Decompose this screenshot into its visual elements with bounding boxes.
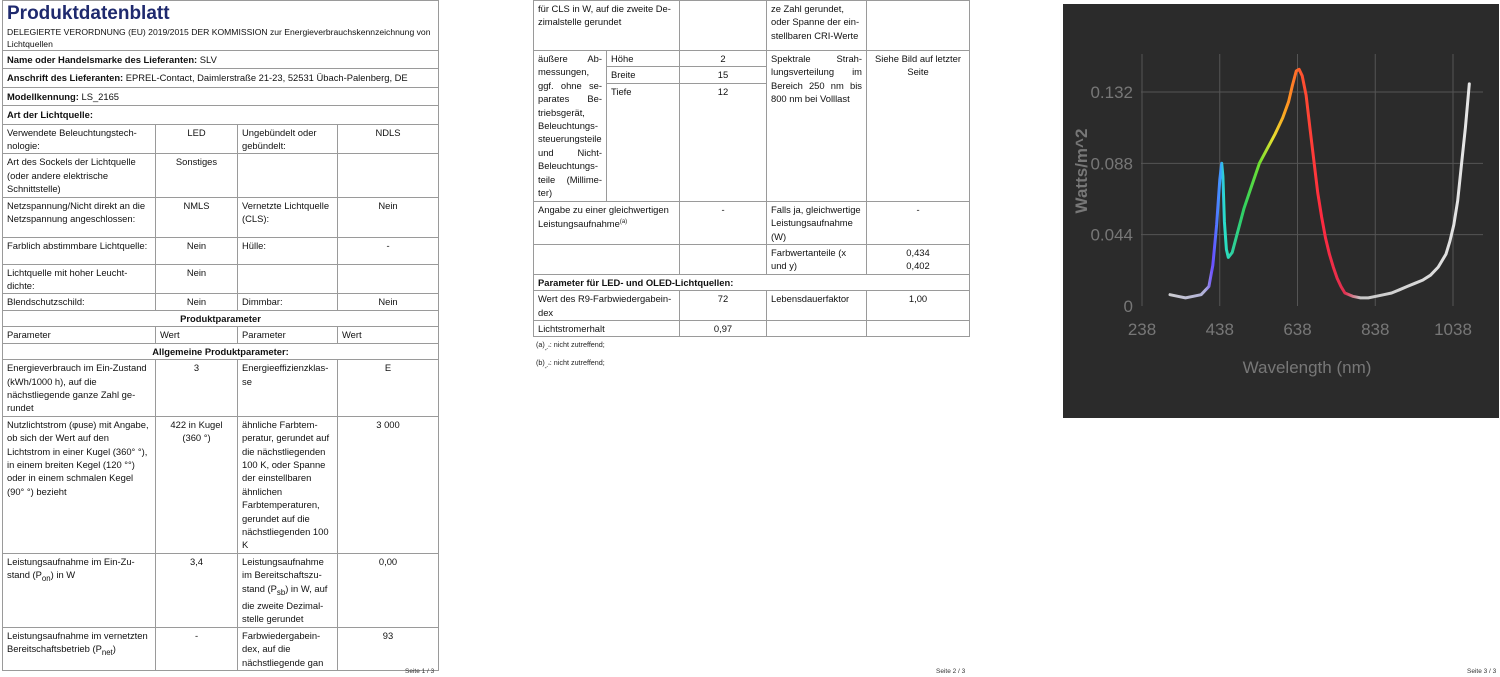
model-row [3,87,439,105]
general-params-heading: Allgemeine Produktparameter: [3,343,439,359]
row-label: für CLS in W, auf die zweite Dezimalstelle gerundet [534,1,680,51]
footnote-sub: „-“ [544,363,550,370]
row-label [3,553,156,627]
spectral-label: Spektrale Strahlungsverteilung im Bereich 250 nm bis 800 nm bei Volllast [767,51,867,202]
label-text: ) in W [50,569,76,581]
row-value: Nein [156,237,238,264]
row-value: NMLS [156,197,238,237]
row-label [3,627,156,670]
row-value: Nein [338,197,439,237]
product-data-table-page-2 [533,0,970,337]
y-tick-label: 0 [1123,297,1133,316]
row-label: Vernetzte Lichtquelle (CLS): [238,197,338,237]
row-label: Farbwiedergabeindex, auf die nächstliegende gan [238,627,338,670]
spectral-value: Siehe Bild auf letzter Seite [867,51,970,202]
label-text: ) [112,643,116,655]
table-row [3,360,439,417]
column-header: Wert [338,327,439,343]
table-row [534,321,970,337]
row-label: Dimmbar: [238,294,338,310]
dimension-name: Tiefe [607,83,680,201]
footnote-text: : nicht zutreffend; [549,357,605,367]
model-label: Modellkennung: [7,90,79,102]
y-tick-label: 0.088 [1090,154,1133,174]
table-row [534,291,970,321]
label-subscript: net [101,647,113,657]
row-value [338,154,439,197]
row-value: 72 [680,291,767,321]
supplier-row [3,51,439,69]
row-label: Verwendete Beleuchtungstechnologie: [3,124,156,154]
table-row [534,201,970,244]
x-tick-label: 838 [1361,320,1390,339]
spectral-chart-panel [1063,4,1499,418]
column-header-row [3,327,439,343]
row-label [238,553,338,627]
product-data-table-page-1 [2,0,439,671]
page-1 [2,0,438,671]
footnote-marker: (a) [536,340,545,350]
page-title: Produktdatenblatt [7,3,170,24]
footnote-a [533,338,969,355]
table-row [3,124,439,154]
row-label: ze Zahl gerundet, oder Spanne der einstellbaren CRI-Werte [767,1,867,51]
page-2 [533,0,969,373]
chromaticity-x: 0,434 [906,247,930,259]
column-header: Parameter [3,327,156,343]
table-row [534,51,970,67]
row-value: 422 in Kugel (360 °) [156,416,238,553]
row-label: Falls ja, gleichwertige Leistungsaufnahme (W) [767,201,867,244]
address-label: Anschrift des Lieferanten: [7,72,124,84]
spectral-distribution-chart [1063,4,1499,418]
x-tick-label: 638 [1283,320,1312,339]
row-value: Nein [156,294,238,310]
chromaticity-label: Farbwertanteile (x und y) [767,245,867,275]
page-number-3: Seite 3 / 3 [1467,668,1497,675]
row-value: E [338,360,439,417]
row-value [680,1,767,51]
footnote-marker: (a) [619,219,628,226]
model-value: LS_2165 [81,90,120,102]
light-source-type-heading: Art der Lichtquelle: [3,106,439,124]
dimension-name: Höhe [607,51,680,67]
row-label [238,264,338,294]
footnote-marker: (b) [536,357,545,367]
row-value: - [338,237,439,264]
y-tick-labels [1090,83,1133,316]
address-row [3,69,439,87]
page-number-1: Seite 1 / 3 [405,668,435,675]
label-subscript: on [41,574,51,584]
row-label: Nutzlichtstrom (φuse) mit Angabe, ob sich der Wert auf den Lichtstrom in einer Kugel (360° °), in einem breiten Kegel (120 °°) oder in einem schmalen Kegel (90° °) bezieht [3,416,156,553]
row-label: Wert des R9-Farbwiedergabeindex [534,291,680,321]
x-tick-label: 238 [1127,320,1157,339]
column-header: Wert [156,327,238,343]
row-value: 3 000 [338,416,439,553]
label-subscript: sb [276,587,286,597]
label-text: ) in W, auf die zweite Dezimalstelle gerundet [242,582,328,625]
row-label [534,245,680,275]
supplier-value: SLV [199,54,217,65]
row-label: Hülle: [238,237,338,264]
dimension-value: 15 [680,67,767,83]
row-value: 3 [156,360,238,417]
grid-lines [1141,54,1483,306]
row-value: Nein [338,294,439,310]
row-value [338,264,439,294]
y-axis-label: Watts/m^2 [1072,128,1091,214]
x-tick-labels [1128,320,1472,339]
row-label: Energieverbrauch im Ein-Zustand (kWh/1000 h), auf die nächstliegende ganze Zahl gerundet [3,360,156,417]
row-label: Lebensdauerfaktor [767,291,867,321]
led-params-heading: Parameter für LED- und OLED-Lichtquellen: [534,274,970,290]
row-value: - [867,201,970,244]
table-row [534,1,970,51]
table-row [3,416,439,553]
table-row [3,154,439,197]
dimensions-label: äußere Abmessungen, ggf. ohne separates Betriebsgerät, Beleuchtungssteuerungsteile und Nicht-Beleuchtungsteile (Millimeter) [534,51,607,202]
footnote-b [533,356,969,373]
row-label: Energieeffizienzklasse [238,360,338,417]
row-label: Lichtquelle mit hoher Leuchtdichte: [3,264,156,294]
regulation-text: DELEGIERTE VERORDNUNG (EU) 2019/2015 DER KOMMISSION zur Energieverbrauchskennzeichnung von Lichtquellen [7,27,431,49]
row-label: ähnliche Farbtemperatur, gerundet auf die nächstliegenden 100 K, oder Spanne der einstellbaren ähnlichen Farbtemperaturen, gerundet auf die nächstliegenden 100 K [238,416,338,553]
column-header: Parameter [238,327,338,343]
x-axis-label: Wavelength (nm) [1242,358,1372,377]
row-value: - [680,201,767,244]
row-label: Netzspannung/Nicht direkt an die Netzspannung angeschlossen: [3,197,156,237]
dimension-name: Breite [607,67,680,83]
row-value: 1,00 [867,291,970,321]
supplier-label: Name oder Handelsmarke des Lieferanten: [7,54,198,65]
table-row [3,553,439,627]
spectrum-line [1170,69,1469,298]
row-value: 0,97 [680,321,767,337]
y-tick-label: 0.132 [1090,83,1133,102]
table-row [534,245,970,275]
row-label: Blendschutzschild: [3,294,156,310]
address-value: EPREL-Contact, Daimlerstraße 21-23, 52531 Übach-Palenberg, DE [125,72,408,84]
table-row [3,627,439,670]
x-tick-label: 438 [1205,320,1234,339]
footnote-sub: „-“ [544,345,550,352]
row-value: - [156,627,238,670]
dimension-value: 12 [680,83,767,201]
row-label [767,321,867,337]
row-label: Lichtstromerhalt [534,321,680,337]
label-text: Leistungsaufnahme im vernetzten Bereitschaftsbetrieb (P [7,629,148,655]
table-row [3,237,439,264]
x-tick-label: 1038 [1434,320,1472,339]
row-value: Nein [156,264,238,294]
row-value: 0,00 [338,553,439,627]
row-value [867,1,970,51]
product-params-heading: Produktparameter [3,310,439,326]
table-row [3,294,439,310]
chromaticity-value [867,245,970,275]
label-text: Leistungsaufnahme im Ein-Zustand (P [7,555,135,581]
row-value: NDLS [338,124,439,154]
row-value: 3,4 [156,553,238,627]
row-value: LED [156,124,238,154]
row-label: Farblich abstimmbare Lichtquelle: [3,237,156,264]
row-label [238,154,338,197]
row-value [680,245,767,275]
row-label: Art des Sockels der Lichtquelle (oder andere elektrische Schnittstelle) [3,154,156,197]
equiv-label: Angabe zu einer gleichwertigen Leistungsaufnahme [538,203,669,230]
row-value: Sonstiges [156,154,238,197]
page-number-2: Seite 2 / 3 [936,668,966,675]
row-label [534,201,680,244]
footnote-text: : nicht zutreffend; [549,340,605,350]
row-value [867,321,970,337]
y-tick-label: 0.044 [1090,225,1133,245]
table-row [3,264,439,294]
table-row [3,197,439,237]
dimension-value: 2 [680,51,767,67]
row-value: 93 [338,627,439,670]
label-text: Leistungsaufnahme im Bereitschaftszustand (P [242,555,324,594]
chromaticity-y: 0,402 [906,260,930,272]
row-label: Ungebündelt oder gebündelt: [238,124,338,154]
